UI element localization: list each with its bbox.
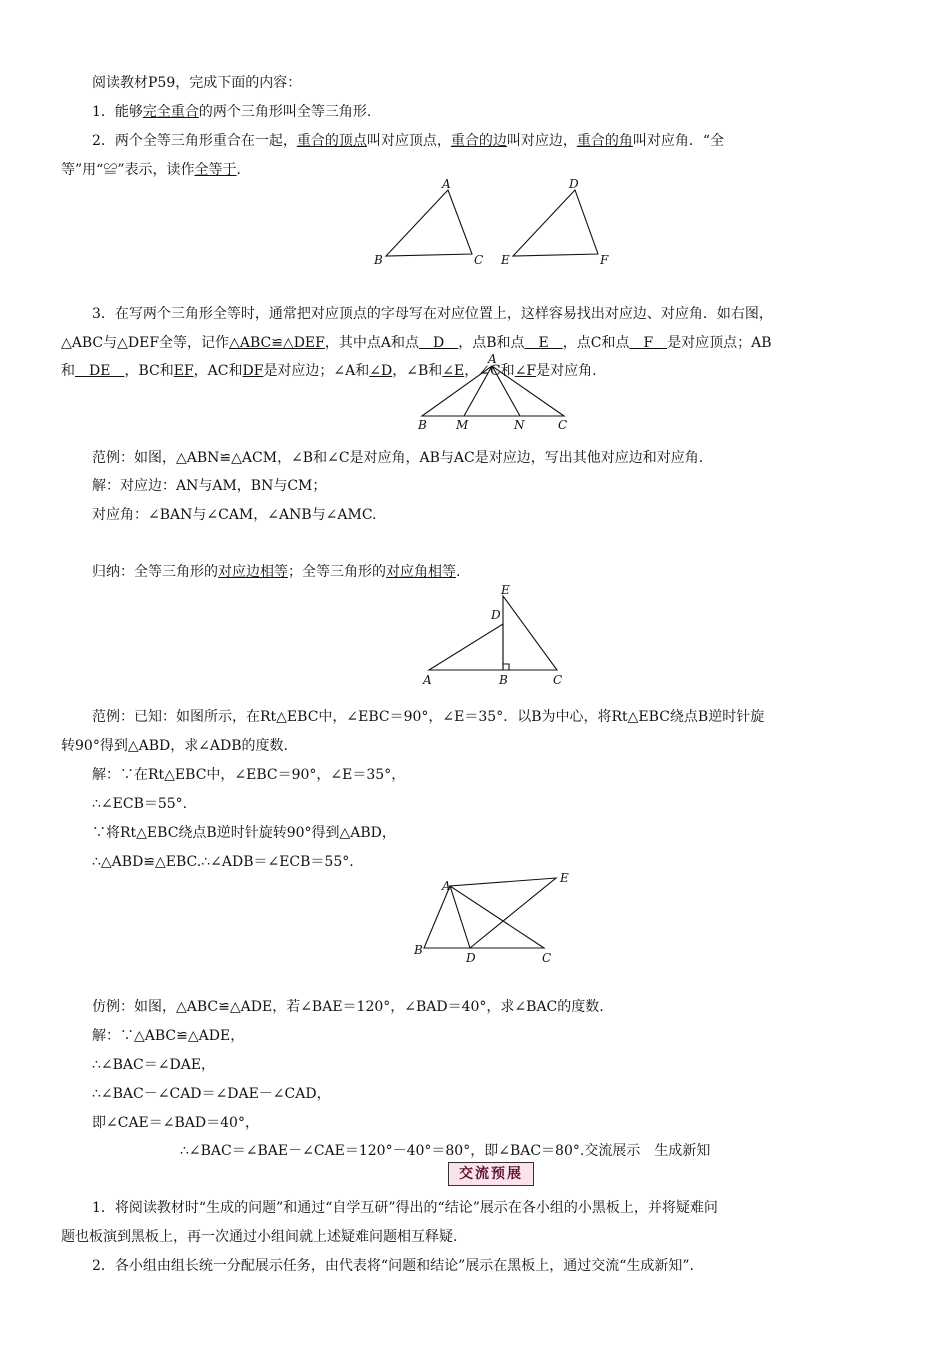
example1-answer-sides: 解：对应边：AN与AM，BN与CM； [92, 478, 327, 494]
label-e: E [501, 253, 510, 267]
example2-solution-line4: ∴△ABD≌△EBC.∴∠ADB＝∠ECB＝55°. [92, 854, 354, 870]
figure-abc-ade [410, 868, 580, 968]
triangle-def [513, 190, 598, 256]
label-b: B [374, 253, 383, 267]
label-a: A [442, 879, 451, 893]
figure-abc-def [370, 178, 620, 268]
triangle-abd [429, 624, 503, 670]
definition-congruent-triangles: 1．能够完全重合的两个三角形叫全等三角形. [92, 104, 372, 120]
triangle-abc [386, 190, 472, 256]
item3-line3: 和 DE ，BC和EF，AC和DF是对应边；∠A和∠D，∠B和∠E，∠C和∠F是对应角. [61, 363, 597, 379]
exchange-step1-line2: 题也板演到黑板上，再一次通过小组间就上述疑难问题相互释疑. [61, 1229, 458, 1245]
practice-solution-line2: ∴∠BAC＝∠DAE， [92, 1057, 216, 1073]
right-angle-mark [503, 664, 509, 670]
definition-corresponding-parts: 2．两个全等三角形重合在一起，重合的顶点叫对应顶点，重合的边叫对应边，重合的角叫对应角．“全 [92, 133, 725, 149]
label-d: D [569, 178, 579, 191]
label-b: B [418, 418, 427, 432]
label-a: A [423, 673, 432, 687]
example2-solution-line1: 解：∵在Rt△EBC中，∠EBC＝90°，∠E＝35°， [92, 767, 406, 783]
label-b: B [414, 943, 423, 957]
example1-question: 范例：如图，△ABN≌△ACM，∠B和∠C是对应角，AB与AC是对应边，写出其他对应边和对应角. [92, 450, 704, 466]
label-c: C [558, 418, 568, 432]
label-a: A [488, 352, 497, 366]
practice-solution-line3: ∴∠BAC－∠CAD＝∠DAE－∠CAD， [92, 1086, 331, 1102]
practice-solution-line4: 即∠CAE＝∠BAD＝40°， [92, 1115, 259, 1131]
exchange-preview-banner: 交流预展 [448, 1162, 534, 1186]
triangle-ade [450, 878, 556, 948]
label-m: M [456, 418, 469, 432]
label-f: F [600, 253, 609, 267]
example2-solution-line2: ∴∠ECB＝55°. [92, 796, 188, 812]
summary: 归纳：全等三角形的对应边相等；全等三角形的对应角相等. [92, 564, 461, 580]
figure-abn-acm [412, 352, 578, 432]
label-b: B [499, 673, 508, 687]
label-c: C [542, 951, 552, 965]
figure-rotation [415, 582, 575, 690]
reading-instruction: 阅读教材P59，完成下面的内容： [92, 75, 302, 91]
label-d: D [466, 951, 476, 965]
exchange-step2: 2．各小组由组长统一分配展示任务，由代表将“问题和结论”展示在黑板上，通过交流“生成新知”. [92, 1258, 694, 1274]
label-n: N [514, 418, 525, 432]
exchange-step1-line1: 1．将阅读教材时“生成的问题”和通过“自学互研”得出的“结论”展示在各小组的小黑板上，并将疑难问 [92, 1200, 718, 1216]
label-d: D [491, 608, 501, 622]
example2-question-line1: 范例：已知：如图所示，在Rt△EBC中，∠EBC＝90°，∠E＝35°．以B为中心，将Rt△EBC绕点B逆时针旋 [92, 709, 765, 725]
item3-line2: △ABC与△DEF全等，记作△ABC≌△DEF，其中点A和点 D ，点B和点 E ，点C和点 F 是对应顶点；AB [61, 335, 772, 351]
triangle-ebc [503, 596, 557, 670]
label-c: C [553, 673, 563, 687]
item3-line1: 3．在写两个三角形全等时，通常把对应顶点的字母写在对应位置上，这样容易找出对应边、对应角．如右图， [92, 306, 773, 322]
label-c: C [474, 253, 484, 267]
example1-answer-angles: 对应角：∠BAN与∠CAM，∠ANB与∠AMC. [92, 507, 377, 523]
label-e: E [560, 871, 569, 885]
label-e: E [501, 583, 510, 597]
example2-question-line2: 转90°得到△ABD，求∠ADB的度数. [61, 738, 289, 754]
practice-solution-line5: ∴∠BAC＝∠BAE－∠CAE＝120°－40°＝80°，即∠BAC＝80°.交流展示 生成新知 [180, 1143, 711, 1159]
label-a: A [442, 178, 451, 191]
definition-notation: 等”用“≌”表示，读作全等于. [61, 162, 241, 178]
triangle-abc-outer [422, 366, 564, 416]
practice-solution-line1: 解：∵△ABC≌△ADE， [92, 1028, 245, 1044]
triangle-abc [424, 886, 544, 948]
practice-question: 仿例：如图，△ABC≌△ADE，若∠BAE＝120°，∠BAD＝40°，求∠BAC的度数. [92, 999, 604, 1015]
example2-solution-line3: ∵将Rt△EBC绕点B逆时针旋转90°得到△ABD， [92, 825, 396, 841]
segment-an [492, 366, 520, 416]
segment-am [464, 366, 492, 416]
